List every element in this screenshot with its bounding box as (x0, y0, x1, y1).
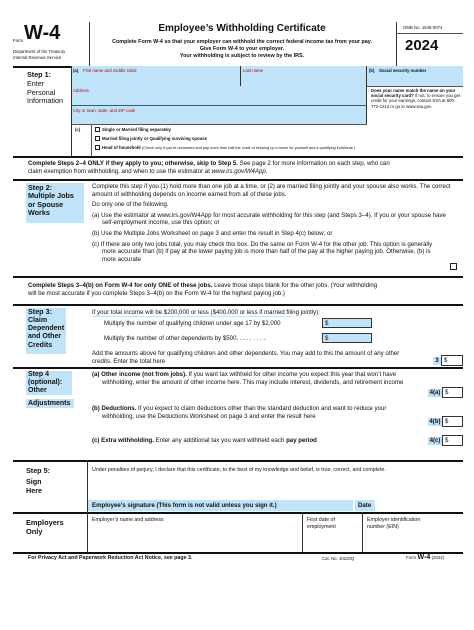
instructions-line1: See page 2 for more information on each step, who can (237, 160, 390, 167)
step3-intro-highlight (92, 316, 292, 317)
ein-label-2: number (EIN) (367, 523, 399, 530)
ssn-note-text: If not, to ensure you get credit for your earnings, contact SSA at 800-772-1213 or go to www.ssa.gov. (371, 93, 461, 109)
mid-instructions-bold: Complete Steps 3–4(b) on Form W-4 for only ONE of these jobs. (28, 282, 213, 289)
step4-title-line1: (optional): (28, 379, 63, 386)
step4-title-line2: Other (28, 387, 47, 394)
step3-label: Step 3: (28, 307, 52, 316)
step1-label: Step 1: (27, 70, 51, 79)
form-title: Employee’s Withholding Certificate (158, 23, 326, 34)
date-label: Date (358, 502, 372, 509)
form-name: W-4 (24, 22, 61, 44)
employers-heading (26, 518, 64, 536)
footer-form-year: (2024) (431, 555, 445, 560)
signature-field[interactable] (88, 500, 353, 511)
field-c-letter: (c) (75, 127, 81, 132)
step3-heading-box (26, 308, 66, 354)
step4c-text (92, 437, 422, 445)
step4a-number: 4(a) (429, 389, 441, 396)
step1-section (13, 66, 463, 156)
omb-number: OMB No. 1545-0074 (403, 25, 443, 30)
footer-form (406, 555, 444, 562)
filing-hoh-option[interactable] (95, 145, 463, 151)
form-header (13, 22, 463, 70)
form-subtitle-2: Give Form W-4 to your employer. (199, 46, 285, 52)
step3-title-line3: and Other (28, 333, 62, 341)
form-subtitle-3: Your withholding is subject to review by the IRS. (179, 53, 305, 59)
employers-title-line1: Employers (26, 518, 64, 527)
city-label: City or town, state, and ZIP code (73, 108, 136, 113)
ssn-note (371, 88, 461, 109)
step3-total-dollar: $ (444, 357, 448, 364)
step1-title (27, 80, 63, 106)
employers-title-line2: Only (26, 527, 43, 536)
filing-joint-option[interactable] (95, 136, 207, 141)
step4c-desc: Enter any additional tax you want withheld each (153, 437, 287, 444)
step2-title-line2: or Spouse (28, 199, 64, 209)
field-b-letter: (b) (369, 68, 375, 73)
signature-label-bold: Employee’s signature (92, 502, 155, 509)
ssn-note-bold: Does your name match the name on your social security card? (371, 88, 456, 99)
step2-title-line3: Works (28, 208, 50, 218)
privacy-notice: For Privacy Act and Paperwork Reduction Act Notice, see page 3. (28, 555, 193, 561)
step4-title-line3: Adjustments (26, 399, 74, 408)
last-name-label: Last name (243, 68, 264, 73)
date-field[interactable] (355, 500, 375, 511)
other-dollar: $ (325, 335, 329, 342)
step4c-number: 4(c) (429, 437, 441, 444)
step4b-bold: (b) Deductions. (92, 405, 137, 412)
instructions-line2: claim exemption from withholding, and when to use the estimator at (28, 167, 212, 175)
dept-line1: Department of the Treasury (13, 49, 66, 54)
form-label: Form (13, 38, 24, 43)
step2-body (92, 183, 458, 263)
mid-instructions-line1: Leave those steps blank for the other jobs. (Your withholding (212, 282, 378, 289)
step3-title-line4: Credits (28, 341, 53, 349)
step2-para1: Complete this step if you (1) hold more than one job at a time, or (2) are married filing jointly and your spouse also works. The correct amount of withholding depends on income earned from all of these jobs. (92, 183, 451, 198)
step4b-text (92, 405, 404, 420)
filing-joint-checkbox[interactable] (95, 136, 100, 141)
other-income-input[interactable] (442, 387, 463, 398)
step2-option-b: (b) Use the Multiple Jobs Worksheet on page 3 and enter the result in Step 4(c) below; or (92, 229, 333, 237)
step3-title-line1: Claim (28, 316, 48, 324)
step3-title-line2: Dependent (28, 324, 65, 332)
step4c-dollar: $ (445, 437, 449, 444)
step2-title-line1: Multiple Jobs (28, 191, 74, 200)
step2-label: Step 2: (28, 183, 52, 192)
ein-label-1: Employer identification (367, 517, 421, 523)
step1-title-line2: Personal (27, 87, 56, 97)
city-field[interactable] (71, 106, 367, 124)
dept-line2: Internal Revenue Service (13, 55, 62, 60)
first-date-field[interactable] (303, 512, 361, 552)
step2-option-a: (a) Use the estimator at www.irs.gov/W4App for most accurate withholding for this step (and Steps 3–4). If you or your spouse have self-employment income, use this option; or (92, 211, 446, 227)
step5-heading (26, 466, 76, 495)
filing-single-option[interactable] (95, 127, 171, 132)
signature-label (92, 502, 277, 510)
step5-title-line2: Here (26, 486, 42, 495)
signature-note: (This form is not valid unless you sign it.) (154, 502, 277, 509)
catalog-number: Cat. No. 10220Q (322, 556, 355, 561)
two-jobs-checkbox[interactable] (450, 263, 457, 270)
filing-hoh-label: Head of household (102, 145, 141, 150)
step1-title-line1: Enter (27, 79, 45, 88)
step4-label: Step 4 (28, 371, 50, 378)
step3-other-line: Multiply the number of other dependents by $500. . . . . . . . . (104, 335, 266, 342)
ssn-field[interactable] (367, 66, 463, 86)
step3-total-input[interactable] (441, 355, 463, 366)
footer-form-name: W-4 (417, 554, 431, 561)
field-a-letter: (a) (73, 68, 79, 73)
estimator-link[interactable]: www.irs.gov/W4App. (211, 167, 268, 175)
filing-joint-label: Married filing jointly or Qualifying surviving spouse (102, 136, 208, 141)
footer-form-label: Form (406, 555, 417, 560)
step4c-bold: (c) Extra withholding. (92, 437, 154, 444)
step1-title-line3: Information (27, 96, 63, 106)
step4c-desc-bold: pay period (286, 437, 317, 444)
step4a-desc: If you want tax withheld for other income you expect this year that won’t have withholding, enter the amount of other income here. This may include interest, dividends, and retirement income (102, 371, 404, 386)
step2-option-c: (c) If there are only two jobs total, you may check this box. Do the same on Form W-4 for the other job. This option is generally more accurate than (b) if pay at the lower paying job is more than half of the pay at the higher paying job. Otherwise, (b) is more accurate (92, 240, 433, 263)
field-a-label: First name and middle initial (83, 68, 137, 73)
instructions-bold: Complete Steps 2–4 ONLY if they apply to you; otherwise, skip to Step 5. (28, 160, 238, 167)
mid-instructions (28, 282, 458, 297)
address-label: Address (73, 88, 89, 93)
step4a-bold: (a) Other income (not from jobs). (92, 371, 187, 378)
first-name-field[interactable] (71, 66, 241, 86)
mid-instructions-line2: will be most accurate if you complete Steps 3–4(b) on the Form W-4 for the highest paying job.) (28, 289, 285, 297)
employer-name-label: Employer’s name and address (92, 517, 164, 523)
children-dollar: $ (325, 320, 329, 327)
first-date-label-2: employment (307, 523, 336, 530)
last-name-field[interactable] (241, 66, 367, 86)
step2-do-only: Do only one of the following. (92, 201, 169, 209)
step4b-desc: If you expect to claim deductions other than the standard deduction and want to reduce your withholding, use the Deductions Worksheet on page 3 and enter the result here (102, 405, 387, 420)
step3-intro: If your total income will be $200,000 or less ($400,000 or less if married filing jointly): (92, 309, 320, 316)
step3-add-line: Add the amounts above for qualifying children and other dependents. You may add to this the amount of any other credits. Enter the total here (92, 350, 400, 365)
step4a-text (92, 371, 404, 386)
step5-label: Step 5: (26, 466, 50, 475)
extra-withholding-input[interactable] (442, 435, 463, 446)
address-field[interactable] (71, 86, 367, 106)
form-subtitle-1: Complete Form W-4 so that your employer can withhold the correct federal income tax from your pay. (112, 39, 372, 45)
filing-hoh-note: (Check only if you’re unmarried and pay more than half the costs of keeping up a home for yourself and a qualifying individual.) (141, 146, 355, 150)
step5-title-line1: Sign (26, 477, 42, 486)
step4b-dollar: $ (445, 418, 449, 425)
perjury-statement: Under penalties of perjury, I declare that this certificate, to the best of my knowledge and belief, is true, correct, and complete. (92, 467, 386, 473)
step4-heading-box (26, 371, 72, 395)
first-date-label-1: First date of (307, 517, 335, 523)
tax-year: 2024 (405, 37, 439, 54)
filing-hoh-checkbox[interactable] (95, 145, 100, 150)
employer-name-field[interactable] (88, 512, 302, 552)
filing-single-checkbox[interactable] (95, 127, 100, 132)
other-dependents-input[interactable] (322, 333, 372, 343)
ein-field[interactable] (363, 512, 463, 552)
step2-heading-box (26, 183, 84, 223)
step4b-number: 4(b) (429, 418, 441, 425)
filing-single-label: Single or Married filing separately (102, 127, 172, 132)
step3-line-number: 3 (433, 357, 441, 365)
qualifying-children-input[interactable] (322, 318, 372, 328)
deductions-input[interactable] (442, 416, 463, 427)
step4a-dollar: $ (445, 389, 449, 396)
step3-children-line: Multiply the number of qualifying children under age 17 by $2,000 (104, 320, 281, 327)
ssn-label: Social security number (379, 68, 427, 73)
instructions (28, 160, 458, 175)
